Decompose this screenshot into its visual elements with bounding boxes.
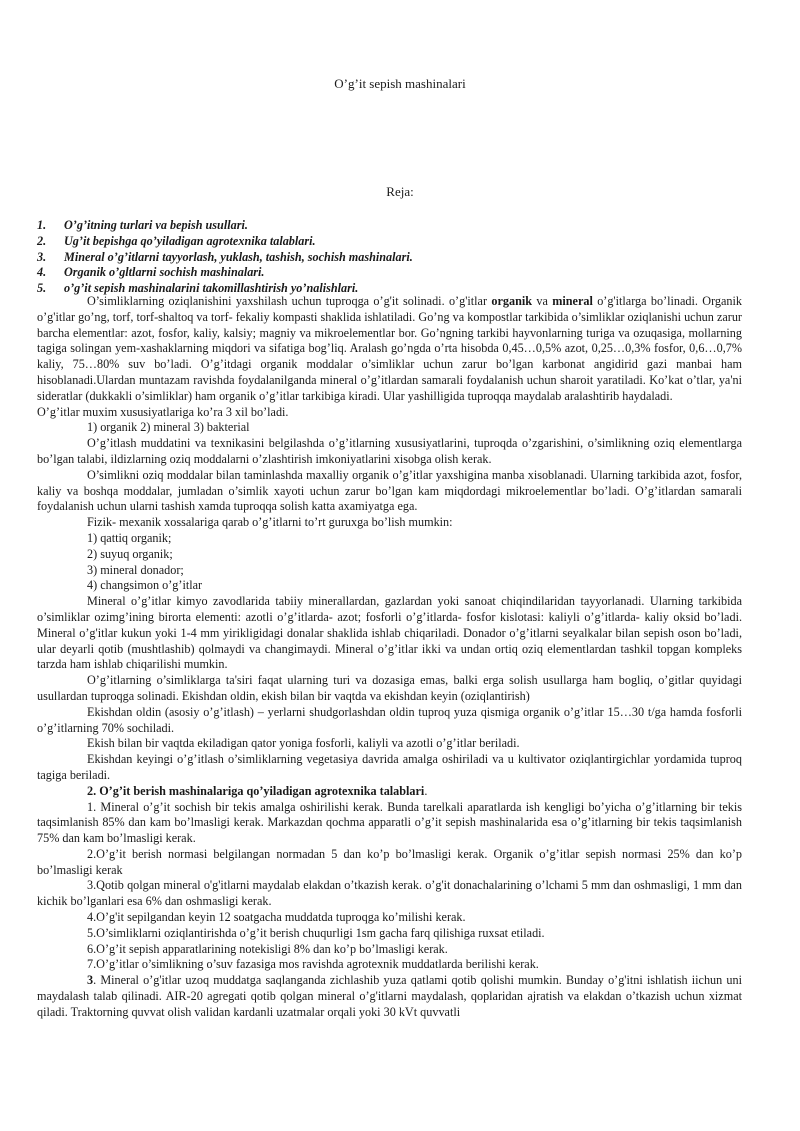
- paragraph-section-3: [37, 973, 742, 1020]
- plan-item-text: Mineral o’g’itlarni tayyorlash, yuklash, tashish, sochish mashinalari.: [64, 249, 413, 264]
- requirement-item: 1. Mineral o’g’it sochish bir tekis amalga oshirilishi kerak. Bunda tarelkali aparatlarda ish kengligi bo’yicha o’g’itlarning bir tekis taqsimlanish 85% dan kam bo’lmasligi kerak. Markazdan qochma apparatli o’g’it sepish mashinalarida esa o’g’itlarning bir tekis taqsimlanish 75% dan kam bo’lmasligi kerak.: [37, 799, 742, 846]
- plan-heading: Reja:: [386, 184, 414, 199]
- paragraph-groups-intro: Fizik- mexanik xossalariga qarab o’g’itlarni to’rt guruxga bo’lish mumkin:: [87, 515, 453, 530]
- plan-item-number: 4.: [37, 265, 47, 280]
- paragraph: O’g’itlash muddatini va texnikasini belgilashda o’g’itlarning xususiyatlarini, tuproqda o’zgarishini, o’simlikning oziq elementlarga bo’lgan talabi, ildizlarning oziq moddalarni o’zlashtirish imkoniyatlarini xisobga olish kerak.: [37, 436, 742, 466]
- group-item: 2) suyuq organik;: [87, 546, 173, 561]
- group-item: 3) mineral donador;: [87, 562, 184, 577]
- plan-item-text: o’g’it sepish mashinalarini takomillashtirish yo’nalishlari.: [64, 281, 359, 296]
- plan-item-text: O’g’itning turlari va bepish usullari.: [64, 218, 248, 232]
- requirement-item: 3.Qotib qolgan mineral o'g'itlarni maydalab elakdan o’tkazish kerak. o’g'it donachalarining o’lchami 5 mm dan oshmasligi, 1 mm dan kichik bo’lganlari esa 6% dan oshmasligi kerak.: [37, 878, 742, 909]
- text-run: O’simliklarning oziqlanishini yaxshilash uchun tuproqga o’g'it solinadi. o’g'itlar: [87, 294, 492, 308]
- plan-item-number: 1.: [37, 218, 47, 232]
- plan-item: [37, 265, 757, 281]
- paragraph-intro: [37, 294, 742, 405]
- text-run: o’g'itlarga bo’linadi. Organik o’g'itlar go’ng, torf, torf-shaltoq va torf- fekaliy kompasti shaklida ishlatiladi. Go’ng va kompostlar tarkibida o’simliklar oziqlanishi uchun zarur barcha elementlar: azot, fosfor, kaliy, kalsiy; magniy va mikroelementlar bor. Go’ngning tarkibi hayvonlarning turiga va ozuqasiga, mollarning tagiga solingan yem-xashaklarning miqdori va sifatiga bog’liq. Aralash go’ngda o’rta hisobda 0,45…0,5% azot, 0,25…0,3% fosfor, 0,6…0,7% kaliy, 75…80% suv bo’ladi. O’g’itdagi organik moddalar o’simliklar uchun zarur bo’lgan karbonat angidirid gazi manbai ham hisoblanadi.Ulardan muntazam ravishda foydalanilganda mineral o’g’itlardan samarali foydalanish uchun sharoit yaratiladi. Ko’kat o’tlar, ya'ni sideratlar (dukkakli o’simliklar) ham organik o’g’itlar tarkibiga kiradi. Ular yashilligida tuproqqa maydalab aralashtirib haydaladi.: [37, 294, 742, 403]
- paragraph-mineral: Mineral o’g’itlar kimyo zavodlarida tabiiy minerallardan, gazlardan yoki sanoat chiqindilaridan tayyorlanadi. Ularning tarkibida o’simliklar ozimg’ining birorta elementi: azotli o’g’itlarda- azot; fosforli o’g’itlarda- fosfor kislotasi: kaliyli o’g’itlarda- kaliy oksid bo’ladi. Mineral o’g'itlar kukun yoki 1-4 mm yirikligidagi donalar shaklida ishlab chiqariladi. Donador o’g’itlarni seyalkalar bilan sepish oson bo’ladi, ular deyarli qotib (mushtlashib) qolmaydi va changimaydi. Mineral o’g’itlar ikki va undan ortiq oziq elementlardan tashkil topgan kompleks tarzda ham ishlab chiqarilishi mumkin.: [37, 594, 742, 672]
- plan-item-text: Organik o’gltlarni sochish mashinalari.: [64, 265, 265, 280]
- requirement-item: 4.O’g'it sepilgandan keyin 12 soatgacha muddatda tuproqga ko’milishi kerak.: [87, 910, 466, 925]
- group-item: 4) changsimon o’g’itlar: [87, 578, 203, 593]
- plan-item: [37, 218, 757, 234]
- requirement-item: 6.O’g’it sepish apparatlarining notekisligi 8% dan ko’p bo’lmasligi kerak.: [87, 941, 448, 956]
- document-body: [37, 294, 742, 1021]
- plan-item-number: 5.: [37, 281, 47, 296]
- plan-item: [37, 234, 757, 250]
- requirement-item: 7.O’g’itlar o’simlikning o’suv fazasiga mos ravishda agrotexnik muddatlarda berilishi kerak.: [87, 957, 539, 972]
- paragraph: Ekish bilan bir vaqtda ekiladigan qator yoniga fosforli, kaliyli va azotli o’g’itlar beriladi.: [87, 736, 520, 751]
- text-run: . Mineral o’g'itlar uzoq muddatga saqlanganda zichlashib yuza qatlami qotib qolishi mumkin. Bunday o’g'itni ishlatish iichun uni maydalash talab qilinadi. AIR-20 agregati qotib qolgan mineral o’g'itlarni maydalash, qoplaridan ajratish va elakdan o’tkazish uchun xizmat qiladi. Traktorning quvvat olish validan kardanli uzatmalar orqali yoki 30 kVt quvvatli: [37, 973, 742, 1019]
- paragraph: O’g’itlarning o’simliklarga ta'siri faqat ularning turi va dozasiga emas, balki erga solish usullarga ham bogliq, o’gitlar quyidagi usullardan tuproqga solinadi. Ekishdan oldin, ekish bilan bir vaqtda va ekishdan keyin (oziqlantirish): [37, 673, 742, 703]
- group-item: 1) qattiq organik;: [87, 530, 172, 545]
- text-run: va: [532, 294, 553, 308]
- term-mineral: mineral: [552, 294, 593, 308]
- section-number: 3: [87, 973, 94, 988]
- plan-list: [37, 218, 757, 297]
- plan-item-text: Ug’it bepishga qo’yiladigan agrotexnika talablari.: [64, 233, 316, 248]
- plan-item-number: 3.: [37, 249, 47, 264]
- term-organik: organik: [491, 294, 533, 308]
- paragraph: Ekishdan oldin (asosiy o’g’itlash) – yerlarni shudgorlashdan oldin tuproq yuza qismiga organik o’g’itlar 15…30 t/ga hamda fosforli o’g’itlarning 70% sochiladi.: [37, 704, 742, 735]
- document-title: O’g’it sepish mashinalari: [334, 76, 466, 91]
- section-heading-dot: .: [424, 783, 428, 798]
- plan-item: [37, 250, 757, 266]
- paragraph: Ekishdan keyingi o’g’itlash o’simliklarning vegetasiya davrida amalga oshiriladi va u kultivator oziqlantirgichlar yordamida tuproq tagiga beriladi.: [37, 752, 742, 782]
- section-heading-text: 2. O’g’it berish mashinalariga qo’yiladigan agrotexnika talablari: [87, 783, 425, 798]
- paragraph-types: O’g’itlar muxim xususiyatlariga ko’ra 3 xil bo’ladi.: [37, 404, 289, 419]
- types-list: 1) organik 2) mineral 3) bakterial: [87, 420, 250, 435]
- requirement-item: 5.O’simliklarni oziqlantirishda o’g’it berish chuqurligi 1sm gacha farq qilishiga ruxsat etiladi.: [87, 925, 545, 940]
- plan-item-number: 2.: [37, 233, 47, 248]
- requirement-item: 2.O’g’it berish normasi belgilangan normadan 5 dan ko’p bo’lmasligi kerak. Organik o’g’itlar sepish normasi 25% dan ko’p bo’lmasligi kerak: [37, 846, 742, 877]
- section-heading: [37, 784, 742, 800]
- paragraph: O’simlikni oziq moddalar bilan taminlashda maxalliy organik o’g’itlar yaxshigina manba xisoblanadi. Ularning tarkibida azot, fosfor, kaliy va boshqa moddalar, jumladan o’simlik xayoti uchun zarur bo’lgan kam miqdordagi mikroelementlar bo’ladi. O’g’itlardan samarali foydalanish uchun ularni tashish xamda tuproqqa solish katta axamiyatga ega.: [37, 467, 742, 514]
